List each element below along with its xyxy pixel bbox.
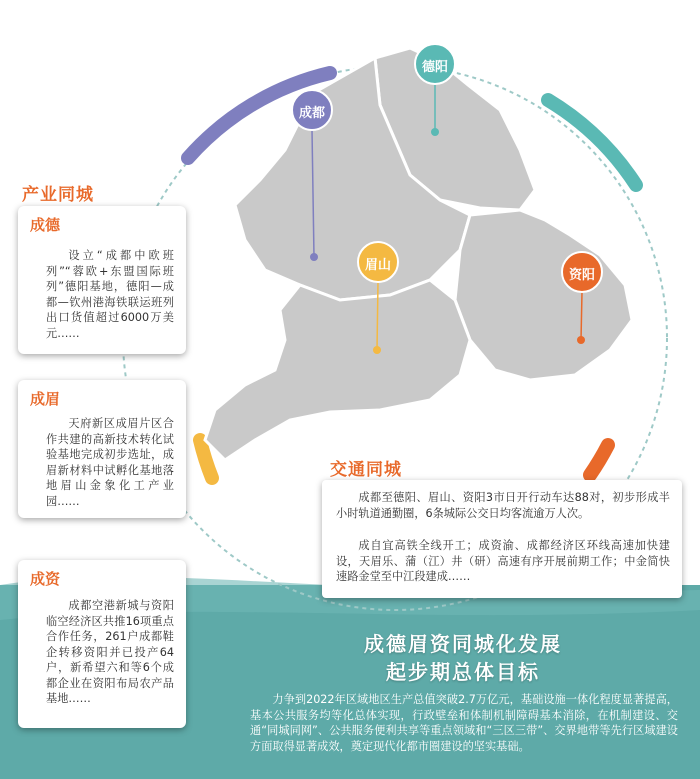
transport-para-2: 成自宜高铁全线开工；成资渝、成都经济区环线高速加快建设，天眉乐、蒲（江）井（研）高速有序开展前期工作；中金简快速路金堂至中江段建成……: [336, 539, 670, 583]
map-meishan: [205, 280, 470, 460]
goal-headline-line-2: 起步期总体目标: [386, 660, 540, 684]
pin-label-chengdu: 成都: [298, 106, 325, 121]
card-chengde-body: 设立“成都中欧班列”“蓉欧+东盟国际班列”德阳基地，德阳—成都—钦州港海铁联运班列出口货值超过6000万美元……: [46, 249, 174, 340]
card-chengzi: [18, 560, 186, 728]
pin-label-ziyang: 资阳: [568, 268, 595, 283]
ring-arc-teal: [548, 100, 636, 185]
transport-para-1: 成都至德阳、眉山、资阳3市日开行动车达88对，初步形成半小时轨道通勤圈，6条城际公交日均客流逾万人次。: [336, 491, 670, 520]
map-ziyang: [455, 210, 632, 380]
card-chengmei-heading: 成眉: [30, 390, 61, 408]
pin-label-meishan: 眉山: [364, 258, 391, 273]
card-chengmei: [18, 380, 186, 518]
card-chengde: [18, 206, 186, 354]
pin-label-deyang: 德阳: [421, 60, 448, 75]
card-transport: [322, 480, 682, 598]
transport-section-title: 交通同城: [330, 460, 402, 480]
ring-arc-orange: [590, 445, 608, 475]
card-chengmei-body: 天府新区成眉片区合作共建的高新技术转化试验基地完成初步选址，成眉新材料中试孵化基地落地眉山金象化工产业园……: [46, 417, 174, 508]
card-chengzi-heading: 成资: [30, 570, 61, 588]
goal-headline-line-1: 成德眉资同城化发展: [364, 632, 562, 656]
industry-section-title: 产业同城: [22, 185, 94, 205]
card-chengde-heading: 成德: [30, 216, 61, 234]
card-chengzi-body: 成都空港新城与资阳临空经济区共推16项重点合作任务，261户成都鞋企转移资阳并已投产64户，新希望六和等6个成都企业在资阳布局农产品基地……: [46, 599, 174, 705]
goal-summary: 力争到2022年区域地区生产总值突破2.7万亿元，基础设施一体化程度显著提高，基本公共服务均等化总体实现，行政壁垒和体制机制障碍基本消除，在机制建设、交通“同城同网”、公共服务便利共享等重点领域和“三区三带”、交界地带等先行区域建设方面取得显著成效，奠定现代化都市圈建设的坚实基础。: [250, 693, 678, 753]
